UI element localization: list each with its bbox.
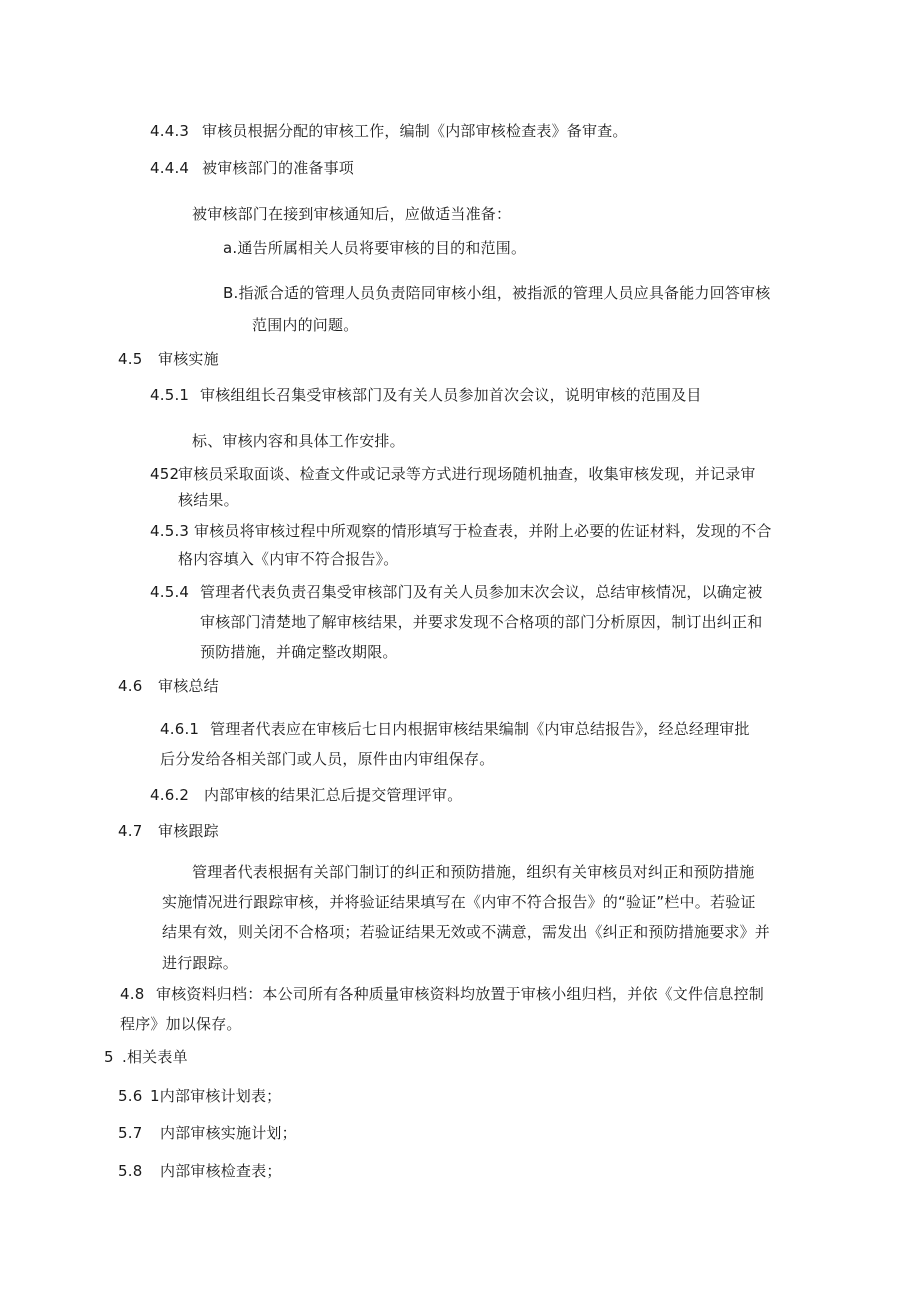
clause-4-4-4: [150, 158, 354, 178]
clause-4-6-1-continued: [160, 749, 494, 769]
section-4-8-continued: [120, 1014, 242, 1034]
clause-number: 4.5.4: [150, 583, 190, 601]
paragraph-line: [192, 862, 754, 882]
section-text: 程序》加以保存。: [120, 1015, 242, 1033]
item-number: 5.6: [118, 1087, 143, 1105]
clause-text: 预防措施，并确定整改期限。: [200, 643, 398, 661]
clause-text: 标、审核内容和具体工作安排。: [192, 432, 405, 450]
section-4-8: [120, 984, 764, 1004]
clause-4-5-3: [150, 521, 772, 541]
section-title: 审核跟踪: [158, 822, 219, 840]
clause-text: 审核组组长召集受审核部门及有关人员参加首次会议，说明审核的范围及目: [200, 386, 702, 404]
clause-4-4-3: [150, 121, 628, 141]
section-4-7-heading: [118, 821, 219, 841]
section-number: 4.7: [118, 822, 143, 840]
paragraph-text: 实施情况进行跟踪审核，并将验证结果填写在《内审不符合报告》的“验证”栏中。若验证: [162, 893, 756, 911]
clause-text: 管理者代表负责召集受审核部门及有关人员参加末次会议，总结审核情况，以确定被: [200, 583, 763, 601]
section-title: .相关表单: [122, 1048, 188, 1066]
clause-text: 审核员采取面谈、检查文件或记录等方式进行现场随机抽查，收集审核发现，并记录审: [178, 465, 756, 483]
section-number: 4.6: [118, 677, 143, 695]
clause-number: 4.4.3: [150, 122, 190, 140]
clause-4-5-4-continued-2: [200, 642, 398, 662]
clause-number: 4.4.4: [150, 159, 190, 177]
paragraph-line: [162, 953, 238, 973]
item-number: 5.7: [118, 1124, 143, 1142]
item-text: 1内部审核计划表；: [150, 1087, 282, 1105]
form-item-5-7: [118, 1123, 297, 1143]
section-4-5-heading: [118, 349, 219, 369]
clause-number: 4.6.2: [150, 786, 190, 804]
item-text: 内部审核实施计划；: [160, 1124, 297, 1142]
clause-4-6-2: [150, 785, 462, 805]
clause-text: 审核员将审核过程中所观察的情形填写于检查表，并附上必要的佐证材料，发现的不合: [194, 522, 772, 540]
clause-4-5-3-continued: [178, 549, 399, 569]
form-item-5-8: [118, 1161, 282, 1181]
clause-number: 452: [150, 465, 180, 483]
item-text: 内部审核检查表；: [160, 1162, 282, 1180]
clause-text: 审核部门清楚地了解审核结果，并要求发现不合格项的部门分析原因，制订出纠正和: [200, 613, 763, 631]
section-title: 审核总结: [158, 677, 219, 695]
clause-4-5-1: [150, 385, 702, 405]
clause-4-5-4-continued: [200, 612, 762, 632]
list-item-b: [223, 283, 770, 303]
clause-text: 内部审核的结果汇总后提交管理评审。: [204, 786, 463, 804]
clause-4-5-4: [150, 582, 762, 602]
clause-4-5-1-continued: [192, 431, 405, 451]
list-item-text: a.通告所属相关人员将要审核的目的和范围。: [223, 239, 527, 257]
paragraph-line: [162, 892, 756, 912]
clause-4-5-2: [150, 464, 756, 484]
paragraph-text: 结果有效，则关闭不合格项；若验证结果无效或不满意，需发出《纠正和预防措施要求》并: [162, 923, 771, 941]
section-4-6-heading: [118, 676, 219, 696]
list-item-a: [223, 238, 526, 258]
clause-text: 格内容填入《内审不符合报告》。: [178, 550, 399, 568]
clause-text: 审核员根据分配的审核工作，编制《内部审核检查表》备审查。: [202, 122, 628, 140]
paragraph-text: 进行跟踪。: [162, 954, 239, 972]
section-title: 审核实施: [158, 350, 219, 368]
item-number: 5.8: [118, 1162, 143, 1180]
clause-text: 被审核部门的准备事项: [202, 159, 355, 177]
clause-4-6-1: [160, 719, 750, 739]
paragraph-text: 管理者代表根据有关部门制订的纠正和预防措施，组织有关审核员对纠正和预防措施: [192, 863, 755, 881]
clause-number: 4.5.3: [150, 522, 190, 540]
paragraph-line: [192, 204, 511, 224]
section-text: 审核资料归档：本公司所有各种质量审核资料均放置于审核小组归档，并依《文件信息控制: [156, 985, 765, 1003]
clause-text: 后分发给各相关部门或人员，原件由内审组保存。: [160, 750, 495, 768]
paragraph-text: 被审核部门在接到审核通知后，应做适当准备：: [192, 205, 512, 223]
clause-text: 管理者代表应在审核后七日内根据审核结果编制《内审总结报告》，经总经理审批: [210, 720, 750, 738]
list-item-text: B.指派合适的管理人员负责陪同审核小组，被指派的管理人员应具备能力回答审核: [223, 284, 771, 302]
clause-number: 4.6.1: [160, 720, 200, 738]
form-item-5-6: [118, 1086, 281, 1106]
list-item-text: 范围内的问题。: [252, 316, 359, 334]
list-item-b-continued: [252, 315, 358, 335]
paragraph-line: [162, 922, 770, 942]
clause-number: 4.5.1: [150, 386, 190, 404]
section-number: 5: [104, 1048, 114, 1066]
section-number: 4.8: [120, 985, 145, 1003]
clause-4-5-2-continued: [178, 490, 239, 510]
section-5-heading: [104, 1047, 188, 1067]
clause-text: 核结果。: [178, 491, 239, 509]
section-number: 4.5: [118, 350, 143, 368]
